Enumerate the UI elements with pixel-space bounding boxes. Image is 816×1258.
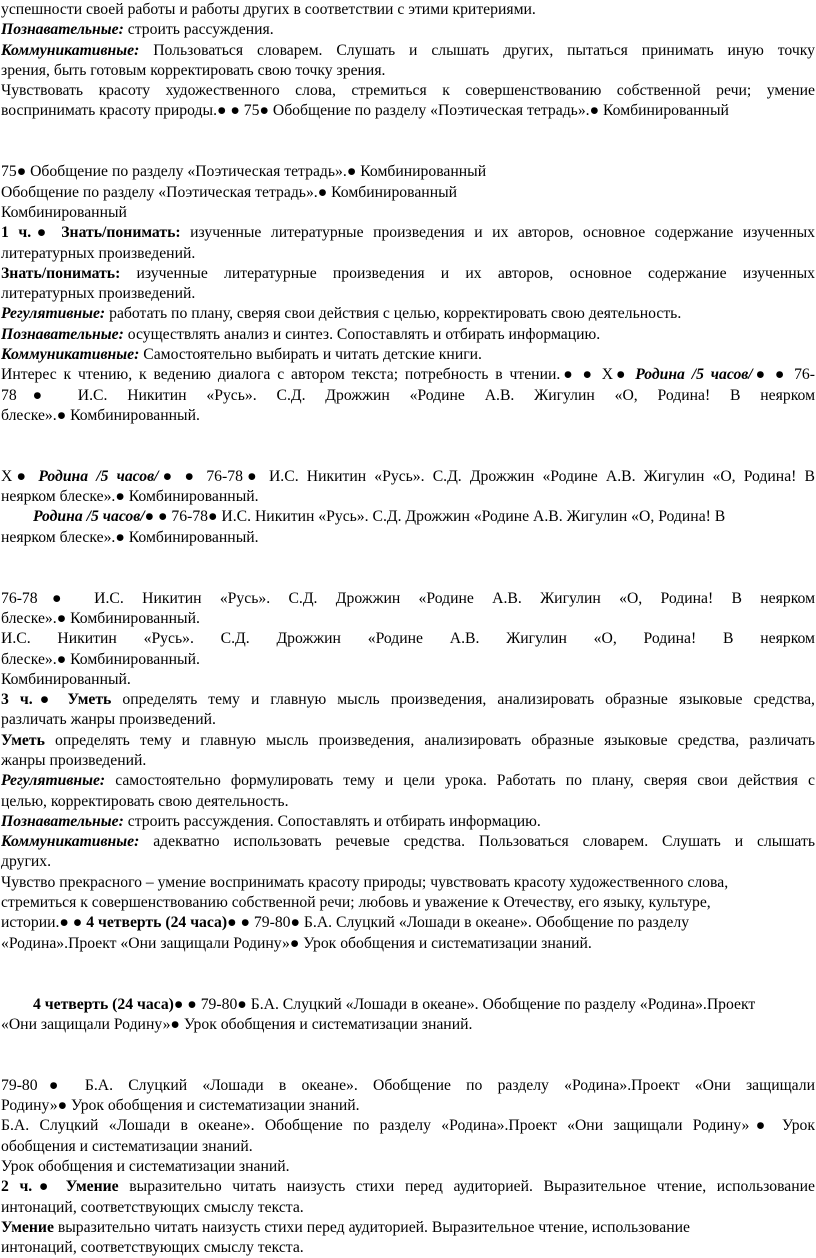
text-line: 75● Обобщение по разделу «Поэтическая тетрадь».● Комбинированный <box>1 163 487 181</box>
text-line: «Родина».Проект «Они защищали Родину»● Урок обобщения и систематизации знаний. <box>1 934 592 952</box>
label-know-understand: 1 ч.● Знать/понимать: <box>1 224 181 242</box>
text-line: блеске».● Комбинированный. <box>1 406 200 424</box>
text-line: обобщения и систематизации знаний. <box>1 1137 253 1155</box>
text-line <box>1 913 815 933</box>
text-line: интонаций, соответствующих смыслу текста. <box>1 1198 304 1216</box>
line-text: ● ● 76- <box>752 366 815 384</box>
label-skill: Уметь <box>1 731 45 749</box>
blank-line <box>1 548 815 568</box>
line-text: определять тему и главную мысль произведения, анализировать образные языковые средства, различать <box>44 731 815 749</box>
text-line: И.С. Никитин «Русь». С.Д. Дрожжин «Родине А.В. Жигулин «О, Родина! В неярком <box>1 630 815 648</box>
line-text: ● ● 79-80● Б.А. Слуцкий «Лошади в океане». Обобщение по разделу <box>227 914 690 932</box>
text-line: стремиться к совершенствованию собственной речи; любовь и уважение к Отечеству, его языку, культуре, <box>1 894 711 912</box>
text-line: Чувствовать красоту художественного слова, стремиться к совершенствованию собственной речи; умение <box>1 82 815 100</box>
label-cognitive: Познавательные: <box>1 812 124 830</box>
text-line: неярком блеске».● Комбинированный. <box>1 528 259 546</box>
section-heading: 4 четверть (24 часа) <box>33 995 174 1013</box>
text-line: Обобщение по разделу «Поэтическая тетрадь».● Комбинированный <box>1 183 458 201</box>
line-text: изученные литературные произведения и их авторов, основное содержание изученных <box>180 224 815 242</box>
blank-line <box>1 447 815 467</box>
text-line: литературных произведений. <box>1 244 196 262</box>
text-line <box>1 690 815 710</box>
text-line: целью, корректировать свою деятельность. <box>1 792 289 810</box>
text-line <box>1 41 815 61</box>
label-skill: 3 ч.● Уметь <box>1 691 112 709</box>
text-line: 78● И.С. Никитин «Русь». С.Д. Дрожжин «Родине А.В. Жигулин «О, Родина! В неярком <box>1 386 815 404</box>
text-line <box>1 507 815 527</box>
text-line <box>1 325 815 345</box>
text-line: Б.А. Слуцкий «Лошади в океане». Обобщение по разделу «Родина».Проект «Они защищали Родину»● Урок <box>1 1117 815 1135</box>
text-line: Чувство прекрасного – умение воспринимать красоту природы; чувствовать красоту художественного слова, <box>1 873 729 891</box>
section-heading: Родина /5 часов/ <box>33 508 145 526</box>
text-line <box>1 264 815 284</box>
line-text: адекватно использовать речевые средства. Пользоваться словарем. Слушать и слышать <box>139 833 815 851</box>
blank-line <box>1 568 815 588</box>
blank-line <box>1 1035 815 1055</box>
text-line: 76-78● И.С. Никитин «Русь». С.Д. Дрожжин «Родине А.В. Жигулин «О, Родина! В неярком <box>1 589 815 607</box>
text-line <box>1 223 815 243</box>
text-line <box>1 467 815 487</box>
line-text: Интерес к чтению, к ведению диалога с автором текста; потребность в чтении.● ● Х● <box>1 366 636 384</box>
line-text: Х● <box>1 467 39 485</box>
label-communicative: Коммуникативные: <box>1 833 140 851</box>
text-line: литературных произведений. <box>1 285 196 303</box>
line-text: выразительно читать наизусть стихи перед аудиторией. Выразительное чтение, использование <box>118 1178 815 1196</box>
line-text: ● ● 79-80● Б.А. Слуцкий «Лошади в океане». Обобщение по разделу «Родина».Проект <box>173 995 756 1013</box>
label-know-understand: Знать/понимать: <box>1 264 121 282</box>
blank-line <box>1 974 815 994</box>
line-text: определять тему и главную мысль произведения, анализировать образные языковые средства, <box>111 691 815 709</box>
text-line: «Они защищали Родину»● Урок обобщения и систематизации знаний. <box>1 1015 473 1033</box>
text-line: других. <box>1 853 52 871</box>
line-text: Пользоваться словарем. Слушать и слышать других, пытаться принимать иную точку <box>139 41 815 59</box>
line-text: Самостоятельно выбирать и читать детские книги. <box>139 346 482 364</box>
line-text: строить рассуждения. <box>123 21 274 39</box>
blank-line <box>1 122 815 142</box>
line-text: строить рассуждения. Сопоставлять и отбирать информацию. <box>123 812 541 830</box>
text-line: 79-80● Б.А. Слуцкий «Лошади в океане». Обобщение по разделу «Родина».Проект «Они защищали <box>1 1076 815 1094</box>
text-line: Родину»● Урок обобщения и систематизации знаний. <box>1 1097 360 1115</box>
line-text: работать по плану, сверяя свои действия с целью, корректировать свою деятельность. <box>105 305 682 323</box>
label-cognitive: Познавательные: <box>1 21 124 39</box>
text-line: интонаций, соответствующих смыслу текста. <box>1 1239 304 1257</box>
line-text: истории.● ● <box>1 914 87 932</box>
label-communicative: Коммуникативные: <box>1 346 140 364</box>
line-text: ● ● 76-78● И.С. Никитин «Русь». С.Д. Дрожжин «Родине А.В. Жигулин «О, Родина! В <box>158 467 815 485</box>
text-line: зрения, быть готовым корректировать свою точку зрения. <box>1 61 386 79</box>
line-text: изученные литературные произведения и их авторов, основное содержание изученных <box>120 264 815 282</box>
text-line <box>1 731 815 751</box>
section-heading: 4 четверть (24 часа) <box>86 914 228 932</box>
text-line: успешности своей работы и работы других в соответствии с этими критериями. <box>1 1 536 18</box>
label-regulative: Регулятивные: <box>1 772 106 790</box>
text-line <box>1 345 815 365</box>
text-line <box>1 20 815 40</box>
label-ability: Умение <box>1 1218 54 1236</box>
text-line <box>1 832 815 852</box>
text-line: различать жанры произведений. <box>1 711 216 729</box>
line-text: осуществлять анализ и синтез. Сопоставлять и отбирать информацию. <box>123 325 601 343</box>
text-line: Урок обобщения и систематизации знаний. <box>1 1157 290 1175</box>
text-line: неярком блеске».● Комбинированный. <box>1 488 259 506</box>
label-communicative: Коммуникативные: <box>1 41 140 59</box>
text-line: воспринимать красоту природы.● ● 75● Обобщение по разделу «Поэтическая тетрадь».● Комбинированный <box>1 102 729 120</box>
label-cognitive: Познавательные: <box>1 325 124 343</box>
text-line <box>1 1218 815 1238</box>
text-line <box>1 365 815 385</box>
text-line <box>1 1177 815 1197</box>
label-ability: 2 ч.● Умение <box>1 1178 119 1196</box>
section-heading: Родина /5 часов/ <box>635 366 753 384</box>
text-line <box>1 304 815 324</box>
blank-line <box>1 954 815 974</box>
text-line <box>1 995 815 1015</box>
text-line <box>1 812 815 832</box>
blank-line <box>1 1055 815 1075</box>
text-line: Комбинированный <box>1 203 127 221</box>
text-line: Комбинированный. <box>1 670 131 688</box>
text-line: блеске».● Комбинированный. <box>1 650 200 668</box>
blank-line <box>1 426 815 446</box>
section-heading: Родина /5 часов/ <box>38 467 159 485</box>
line-text: выразительно читать наизусть стихи перед аудиторией. Выразительное чтение, использование <box>53 1218 690 1236</box>
line-text: самостоятельно формулировать тему и цели урока. Работать по плану, сверяя свои действия с <box>105 772 815 790</box>
text-line <box>1 771 815 791</box>
line-text: ● ● 76-78● И.С. Никитин «Русь». С.Д. Дрожжин «Родине А.В. Жигулин «О, Родина! В <box>144 508 726 526</box>
blank-line <box>1 142 815 162</box>
text-line: блеске».● Комбинированный. <box>1 609 200 627</box>
label-regulative: Регулятивные: <box>1 305 106 323</box>
text-line: жанры произведений. <box>1 751 147 769</box>
